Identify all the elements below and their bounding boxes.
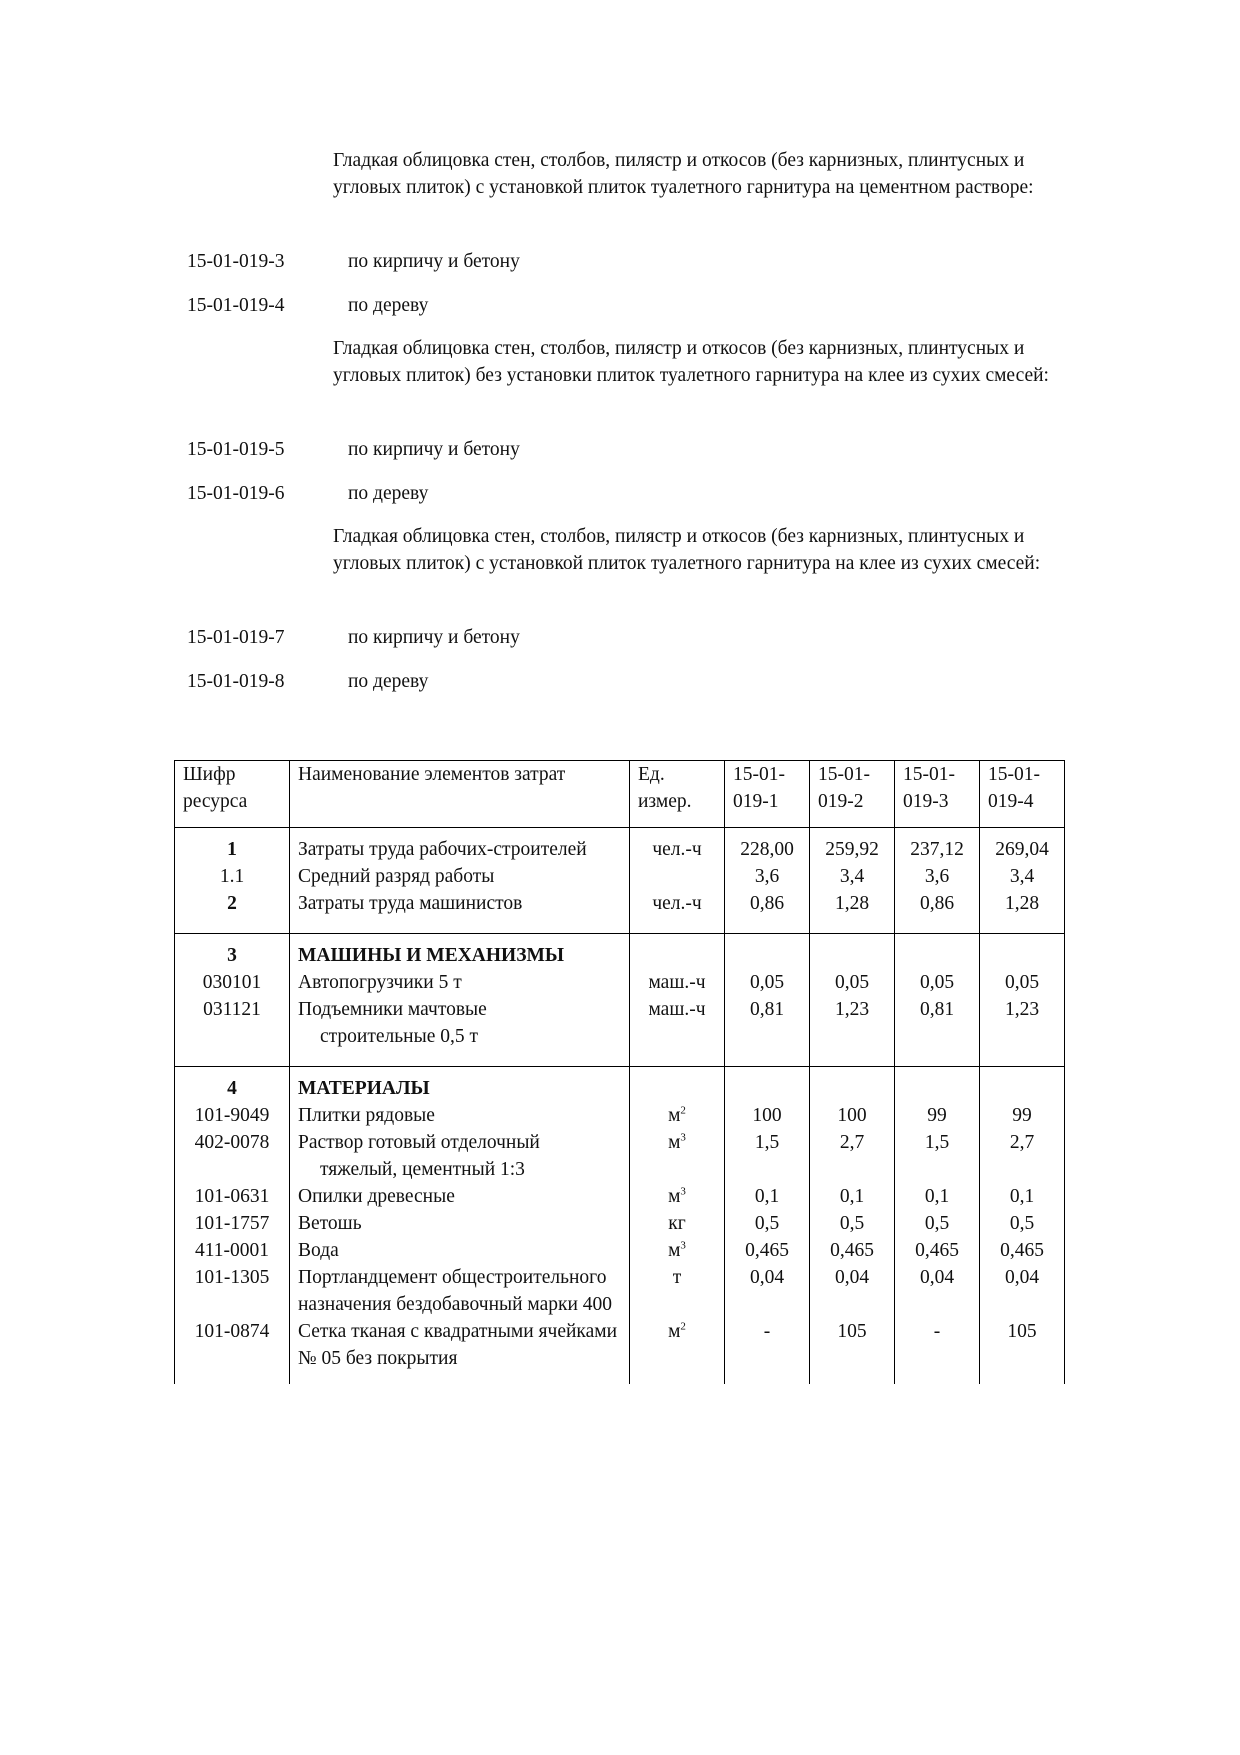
- item-name: по дереву: [348, 483, 429, 504]
- cell-code: 030101: [175, 969, 290, 996]
- cell-value: 0,465: [895, 1237, 980, 1264]
- cell-value: 1,5: [895, 1129, 980, 1183]
- table-row: [175, 1102, 1065, 1129]
- cell-value: 2,7: [810, 1129, 895, 1183]
- table-header-row: [175, 761, 1065, 828]
- cell-code: 4: [175, 1067, 290, 1103]
- cell-value: 1,5: [725, 1129, 810, 1183]
- cell-value: 0,1: [810, 1183, 895, 1210]
- cell-value: 1,23: [810, 996, 895, 1067]
- cell-value: 105: [810, 1318, 895, 1384]
- cell-value: 269,04: [980, 828, 1065, 864]
- item-code: 15-01-019-4: [187, 295, 285, 316]
- cell-name: Автопогрузчики 5 т: [290, 969, 630, 996]
- header-col: 15-01-019-1: [725, 761, 810, 828]
- header-unit: Ед. измер.: [630, 761, 725, 828]
- header-code: Шифр ресурса: [175, 761, 290, 828]
- cell-value: 2,7: [980, 1129, 1065, 1183]
- item-name: по кирпичу и бетону: [348, 627, 520, 648]
- item-name: по дереву: [348, 295, 429, 316]
- cell-unit: [630, 1183, 725, 1210]
- unit-superscript: 3: [680, 1185, 686, 1198]
- cell-value: 100: [725, 1102, 810, 1129]
- cell-name: Ветошь: [290, 1210, 630, 1237]
- cell-value: 0,04: [895, 1264, 980, 1318]
- unit-text: м: [668, 1132, 681, 1153]
- header-col: 15-01-019-3: [895, 761, 980, 828]
- cell-name-line: Подъемники мачтовые: [298, 999, 487, 1020]
- cell-unit: чел.-ч: [630, 828, 725, 864]
- cell-code: 031121: [175, 996, 290, 1067]
- item-code: 15-01-019-7: [187, 627, 285, 648]
- cell-unit: чел.-ч: [630, 890, 725, 934]
- cell-value: 0,04: [810, 1264, 895, 1318]
- cell-code: 3: [175, 934, 290, 970]
- cell-unit: [630, 1318, 725, 1384]
- cell-value: 0,81: [725, 996, 810, 1067]
- resource-table: [174, 760, 1065, 1384]
- cell-value: 1,28: [980, 890, 1065, 934]
- cell-value: 0,1: [980, 1183, 1065, 1210]
- cell-value: 228,00: [725, 828, 810, 864]
- section-heading-1: Гладкая облицовка стен, столбов, пилястр и откосов (без карнизных, плинтусных и угловых плиток) с установкой плиток туалетного гарнитура на цементном растворе:: [333, 150, 1034, 198]
- unit-text: м: [668, 1186, 681, 1207]
- cell-code: 101-1305: [175, 1264, 290, 1318]
- cell-code: 411-0001: [175, 1237, 290, 1264]
- cell-name: МАТЕРИАЛЫ: [290, 1067, 630, 1103]
- cell-name: Затраты труда машинистов: [290, 890, 630, 934]
- cell-value: 0,86: [895, 890, 980, 934]
- table-row: [175, 1129, 1065, 1183]
- cell-value: 3,6: [895, 863, 980, 890]
- cell-value: [725, 934, 810, 970]
- cell-value: 99: [895, 1102, 980, 1129]
- section-heading-3: Гладкая облицовка стен, столбов, пилястр и откосов (без карнизных, плинтусных и угловых плиток) с установкой плиток туалетного гарнитура на клее из сухих смесей:: [333, 526, 1041, 574]
- header-col: 15-01-019-4: [980, 761, 1065, 828]
- section-heading-2: Гладкая облицовка стен, столбов, пилястр и откосов (без карнизных, плинтусных и угловых плиток) без установки плиток туалетного гарнитура на клее из сухих смесей:: [333, 338, 1049, 386]
- cell-name: Плитки рядовые: [290, 1102, 630, 1129]
- table-row: [175, 1183, 1065, 1210]
- cell-name-line: тяжелый, цементный 1:3: [320, 1159, 525, 1180]
- cell-unit: [630, 1102, 725, 1129]
- cell-unit: [630, 863, 725, 890]
- cell-value: 99: [980, 1102, 1065, 1129]
- cell-value: 0,465: [810, 1237, 895, 1264]
- cell-value: 100: [810, 1102, 895, 1129]
- cell-name: Сетка тканая с квадратными ячейками № 05 без покрытия: [290, 1318, 630, 1384]
- cell-value: [895, 934, 980, 970]
- unit-superscript: 2: [680, 1104, 686, 1117]
- cell-unit: кг: [630, 1210, 725, 1237]
- item-code: 15-01-019-8: [187, 671, 285, 692]
- table-row: [175, 969, 1065, 996]
- item-code: 15-01-019-3: [187, 251, 285, 272]
- unit-text: м: [668, 1321, 681, 1342]
- table-row: [175, 1067, 1065, 1103]
- cell-code: 101-0874: [175, 1318, 290, 1384]
- cell-code: 1: [175, 828, 290, 864]
- cell-value: 0,465: [725, 1237, 810, 1264]
- cell-value: -: [895, 1318, 980, 1384]
- cell-value: 0,05: [725, 969, 810, 996]
- cell-name: Портландцемент общестроительного назначения бездобавочный марки 400: [290, 1264, 630, 1318]
- unit-superscript: 3: [680, 1131, 686, 1144]
- cell-value: 3,4: [980, 863, 1065, 890]
- item-name: по кирпичу и бетону: [348, 439, 520, 460]
- cell-value: 0,1: [725, 1183, 810, 1210]
- cell-code: 2: [175, 890, 290, 934]
- cell-value: -: [725, 1318, 810, 1384]
- cell-value: 0,5: [810, 1210, 895, 1237]
- cell-code: 101-0631: [175, 1183, 290, 1210]
- cell-unit: маш.-ч: [630, 996, 725, 1067]
- cell-value: 3,6: [725, 863, 810, 890]
- cell-name: [290, 996, 630, 1067]
- header-col: 15-01-019-2: [810, 761, 895, 828]
- cell-value: 105: [980, 1318, 1065, 1384]
- cell-value: 1,28: [810, 890, 895, 934]
- cell-name-line: Раствор готовый отделочный: [298, 1132, 540, 1153]
- cell-value: [810, 934, 895, 970]
- cell-value: 237,12: [895, 828, 980, 864]
- cell-unit: [630, 1067, 725, 1103]
- cell-name-line: строительные 0,5 т: [320, 1026, 478, 1047]
- table-row: [175, 1210, 1065, 1237]
- table-row: [175, 1264, 1065, 1318]
- cell-name: Вода: [290, 1237, 630, 1264]
- table-row: [175, 1318, 1065, 1384]
- cell-unit: маш.-ч: [630, 969, 725, 996]
- cell-value: 0,05: [810, 969, 895, 996]
- cell-name: Затраты труда рабочих-строителей: [290, 828, 630, 864]
- cell-value: 0,05: [895, 969, 980, 996]
- cell-value: 3,4: [810, 863, 895, 890]
- cell-unit: [630, 934, 725, 970]
- cell-value: 0,5: [895, 1210, 980, 1237]
- table-row: [175, 934, 1065, 970]
- table-row: [175, 1237, 1065, 1264]
- cell-value: 0,5: [980, 1210, 1065, 1237]
- cell-value: 0,465: [980, 1237, 1065, 1264]
- cell-unit: т: [630, 1264, 725, 1318]
- item-name: по кирпичу и бетону: [348, 251, 520, 272]
- table-row: [175, 996, 1065, 1067]
- cell-value: 0,5: [725, 1210, 810, 1237]
- cell-value: 0,04: [725, 1264, 810, 1318]
- cell-value: [725, 1067, 810, 1103]
- cell-name: Опилки древесные: [290, 1183, 630, 1210]
- cell-code: 1.1: [175, 863, 290, 890]
- header-name: Наименование элементов затрат: [290, 761, 630, 828]
- cell-value: 259,92: [810, 828, 895, 864]
- cell-value: 0,05: [980, 969, 1065, 996]
- cell-name: Средний разряд работы: [290, 863, 630, 890]
- cell-value: 0,04: [980, 1264, 1065, 1318]
- cell-name: МАШИНЫ И МЕХАНИЗМЫ: [290, 934, 630, 970]
- item-code: 15-01-019-5: [187, 439, 285, 460]
- cell-code: 402-0078: [175, 1129, 290, 1183]
- item-code: 15-01-019-6: [187, 483, 285, 504]
- cell-unit: [630, 1129, 725, 1183]
- cell-value: 0,86: [725, 890, 810, 934]
- unit-superscript: 3: [680, 1239, 686, 1252]
- cell-unit: [630, 1237, 725, 1264]
- unit-text: м: [668, 1105, 681, 1126]
- cell-value: 0,1: [895, 1183, 980, 1210]
- cell-value: [895, 1067, 980, 1103]
- unit-superscript: 2: [680, 1320, 686, 1333]
- cell-code: 101-1757: [175, 1210, 290, 1237]
- cell-name: [290, 1129, 630, 1183]
- cell-value: [810, 1067, 895, 1103]
- cell-value: 0,81: [895, 996, 980, 1067]
- table-row: [175, 890, 1065, 934]
- cell-value: [980, 1067, 1065, 1103]
- cell-value: [980, 934, 1065, 970]
- table-row: [175, 828, 1065, 864]
- cell-value: 1,23: [980, 996, 1065, 1067]
- cell-code: 101-9049: [175, 1102, 290, 1129]
- item-name: по дереву: [348, 671, 429, 692]
- table-row: [175, 863, 1065, 890]
- unit-text: м: [668, 1240, 681, 1261]
